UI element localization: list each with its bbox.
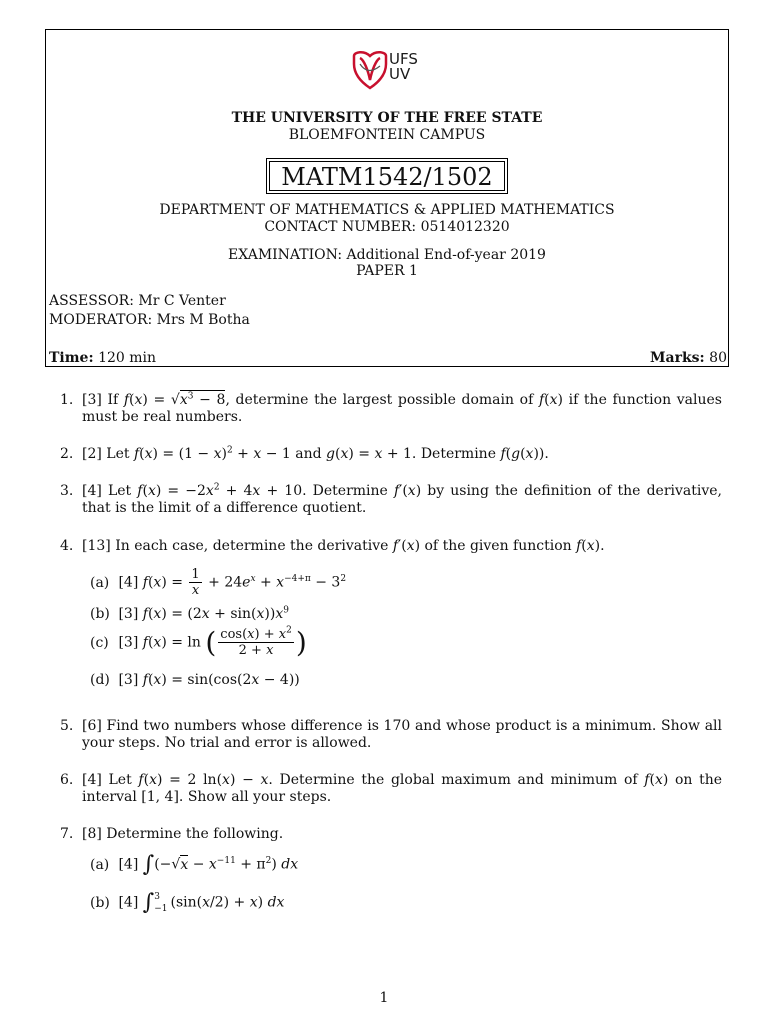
question-number: 3. bbox=[60, 483, 74, 499]
part-label: (d) bbox=[90, 672, 110, 688]
course-code-box bbox=[266, 158, 508, 194]
question-number: 4. bbox=[60, 538, 74, 554]
question-marks: [4] bbox=[82, 483, 102, 499]
part-marks: [4] bbox=[118, 856, 139, 873]
assessor: ASSESSOR: Mr C Venter bbox=[49, 293, 226, 309]
course-code: MATM1542/1502 bbox=[269, 161, 505, 191]
question-5 bbox=[60, 718, 723, 752]
logo-text-top: UFS bbox=[389, 50, 418, 68]
marks-value: 80 bbox=[709, 350, 727, 366]
part-marks: [4] bbox=[118, 574, 139, 591]
part-marks: [3] bbox=[118, 634, 139, 651]
question-number: 1. bbox=[60, 392, 74, 408]
question-4b: (b) [3] $f(x) = (2x + \sin(x))x^9$ bbox=[90, 605, 289, 622]
question-3: 3. [4] Let $f(x) = -2x^2 + 4x + 10$. Determine f′(x) by using the definition of the derivative, that is the limit of a difference quotient. bbox=[60, 482, 722, 516]
question-number: 6. bbox=[60, 772, 74, 788]
campus-name: BLOEMFONTEIN CAMPUS bbox=[288, 127, 486, 143]
question-marks: [2] bbox=[82, 446, 102, 462]
question-marks: [13] bbox=[82, 538, 111, 554]
logo-text bbox=[389, 52, 418, 82]
part-marks: [4] bbox=[118, 894, 139, 911]
time-info bbox=[49, 350, 156, 366]
part-label: (b) bbox=[90, 894, 110, 911]
question-marks: [4] bbox=[82, 772, 102, 788]
question-number: 2. bbox=[60, 446, 74, 462]
part-label: (b) bbox=[90, 606, 110, 622]
question-text: Determine the following. bbox=[106, 826, 284, 842]
paper-label: PAPER 1 bbox=[356, 263, 418, 279]
contact-number: CONTACT NUMBER: 0514012320 bbox=[264, 219, 510, 235]
marks-label: Marks: bbox=[650, 350, 705, 366]
question-7 bbox=[60, 826, 722, 843]
question-4: 4. [13] In each case, determine the derivative f′(x) of the given function f(x). bbox=[60, 538, 605, 554]
question-4d: (d) [3] f(x) = sin(cos(2x − 4)) bbox=[90, 672, 300, 688]
part-label: (a) bbox=[90, 574, 110, 591]
part-label: (a) bbox=[90, 856, 110, 873]
question-number: 5. bbox=[60, 718, 74, 734]
logo-text-bottom: UV bbox=[389, 65, 411, 83]
page-number: 1 bbox=[379, 990, 389, 1006]
examination: EXAMINATION: Additional End-of-year 2019 bbox=[228, 247, 546, 263]
question-2: 2. [2] Let $f(x) = (1 - x)^2 + x - 1$ and g(x) = x + 1. Determine f(g(x)). bbox=[60, 445, 549, 462]
question-marks: [3] bbox=[82, 392, 102, 408]
part-marks: [3] bbox=[118, 606, 139, 622]
marks-info bbox=[650, 350, 727, 366]
part-marks: [3] bbox=[118, 672, 139, 688]
question-number: 7. bbox=[60, 826, 74, 842]
part-label: (c) bbox=[90, 634, 109, 651]
moderator: MODERATOR: Mrs M Botha bbox=[49, 312, 250, 328]
question-7b: (b) [4] ∫ 3 −1 (sin(x/2) + x) dx bbox=[90, 890, 285, 915]
department: DEPARTMENT OF MATHEMATICS & APPLIED MATHEMATICS bbox=[159, 202, 615, 218]
university-name: THE UNIVERSITY OF THE FREE STATE bbox=[231, 110, 543, 126]
question-6: 6. [4] Let f(x) = 2 ln(x) − x. Determine the global maximum and minimum of f(x) on the interval [1, 4]. Show all your steps. bbox=[60, 772, 723, 805]
question-1: 1. [3] If $f(x) = √x^3 - 8$, determine the largest possible domain of f(x) if the function values must be real numbers. bbox=[60, 391, 722, 425]
question-4c: (c) [3] f(x) = ln ( $\frac{\cos(x) + x^2}{2 + x}$ ) bbox=[90, 625, 307, 659]
time-value: 120 min bbox=[98, 350, 157, 366]
question-4a: (a) [4] f(x) = $\frac{1}{x}$ + $24e^x + x^{-4+\pi} - 3^2$ bbox=[90, 567, 347, 598]
question-7a: (a) [4] $\int(-√x - x^{-11} + \pi^2)$ dx bbox=[90, 852, 299, 877]
question-marks: [8] bbox=[82, 826, 102, 842]
time-label: Time: bbox=[49, 350, 94, 366]
question-text: Find two numbers whose difference is 170 and whose product is a minimum. Show all your steps. No trial and error is allowed. bbox=[82, 718, 723, 751]
question-marks: [6] bbox=[82, 718, 102, 734]
